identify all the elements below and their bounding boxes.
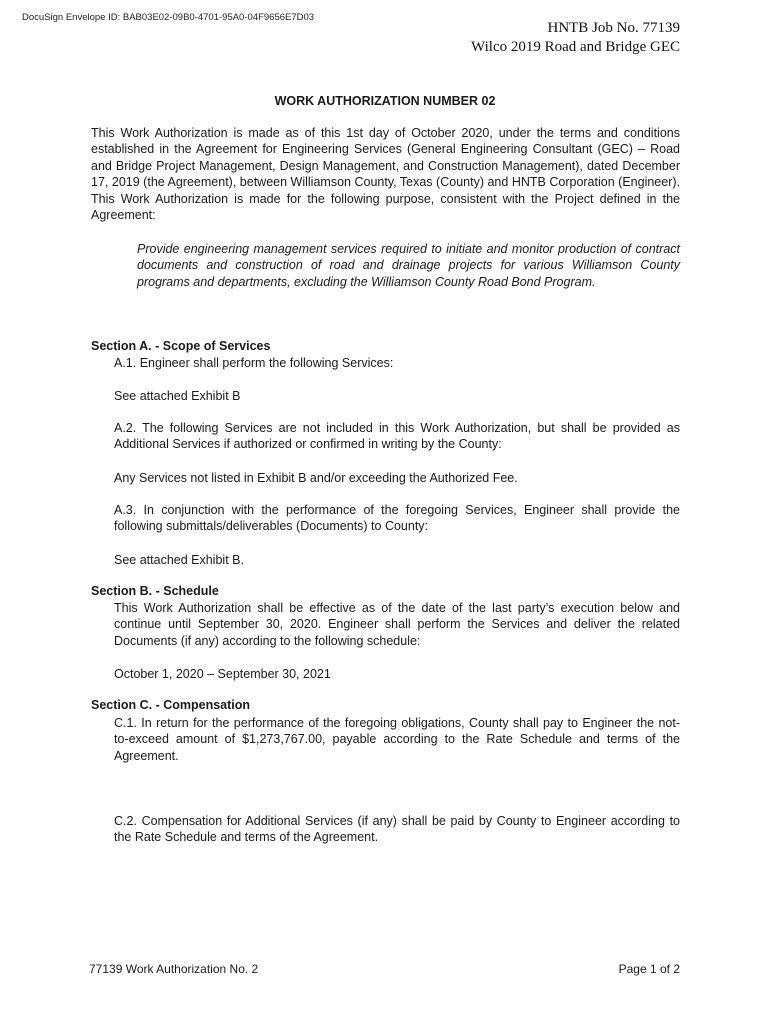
section-c1: C.1. In return for the performance of the foregoing obligations, County shall pay to Engineer the not-to-exceed amount of $1,273,767.00, payable according to the Rate Schedule and terms of the Agreement. — [114, 716, 680, 763]
section-a1: A.1. Engineer shall perform the following Services: — [114, 356, 394, 370]
footer-document-name: 77139 Work Authorization No. 2 — [89, 962, 259, 976]
section-a3: A.3. In conjunction with the performance of the foregoing Services, Engineer shall provide the following submittals/deliverables (Documents) to County: — [114, 503, 680, 534]
docusign-envelope-id: DocuSign Envelope ID: BAB03E02-09B0-4701-95A0-04F9656E7D03 — [22, 12, 315, 23]
section-b-schedule: October 1, 2020 – September 30, 2021 — [114, 667, 331, 681]
section-c-heading: Section C. - Compensation — [91, 698, 251, 712]
document-header — [471, 19, 680, 57]
section-b-heading: Section B. - Schedule — [91, 584, 219, 598]
section-a1-detail: See attached Exhibit B — [114, 389, 241, 403]
section-a2: A.2. The following Services are not included in this Work Authorization, but shall be provided as Additional Services if authorized or confirmed in writing by the County: — [114, 421, 680, 452]
section-a2-detail: Any Services not listed in Exhibit B and/or exceeding the Authorized Fee. — [114, 471, 518, 485]
project-name: Wilco 2019 Road and Bridge GEC — [471, 39, 680, 55]
footer-page-number: Page 1 of 2 — [618, 962, 680, 976]
section-a3-detail: See attached Exhibit B. — [114, 553, 244, 567]
job-number: HNTB Job No. 77139 — [547, 20, 680, 36]
purpose-paragraph: Provide engineering management services required to initiate and monitor production of contract documents and construction of road and drainage projects for various Williamson County programs and departments, excluding the Williamson County Road Bond Program. — [137, 242, 680, 289]
page-title: WORK AUTHORIZATION NUMBER 02 — [274, 94, 496, 108]
intro-paragraph: This Work Authorization is made as of this 1st day of October 2020, under the terms and conditions established in the Agreement for Engineering Services (General Engineering Consultant (GEC) – Road and Bridge Project Management, Design Management, and Construction Management), dated December 17, 2019 (the Agreement), between Williamson County, Texas (County) and HNTB Corporation (Engineer). This Work Authorization is made for the following purpose, consistent with the Project defined in the Agreement: — [91, 126, 680, 223]
section-c2: C.2. Compensation for Additional Services (if any) shall be paid by County to Engineer according to the Rate Schedule and terms of the Agreement. — [114, 814, 680, 845]
section-a-heading: Section A. - Scope of Services — [91, 339, 271, 353]
section-b-body: This Work Authorization shall be effective as of the date of the last party’s execution below and continue until September 30, 2020. Engineer shall perform the Services and deliver the related Documents (if any) according to the following schedule: — [114, 601, 680, 648]
